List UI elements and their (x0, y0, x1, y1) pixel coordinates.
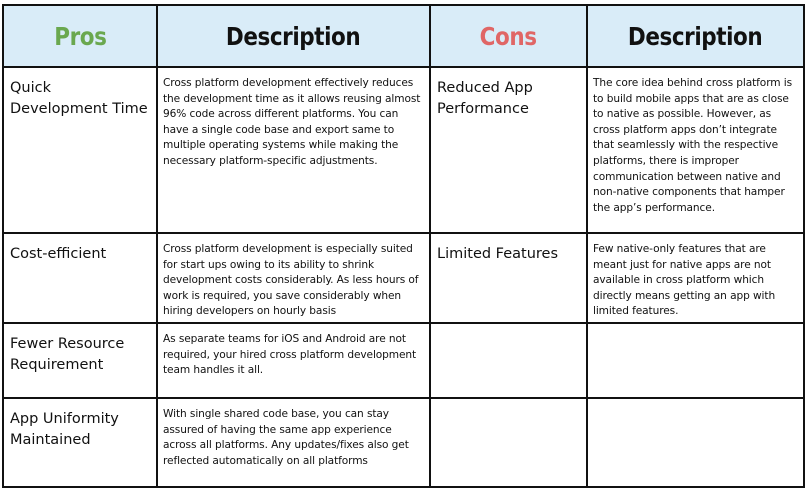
header-pros (4, 6, 158, 68)
pro-description: With single shared code base, you can stay assured of having the same app experience across all platforms. Any updates/fixes also get reflected automatically on all platforms (158, 399, 431, 486)
header-row (4, 6, 803, 68)
pro-label: Fewer Resource Requirement (4, 324, 158, 399)
header-cons (431, 6, 588, 68)
pro-description: Cross platform development is especially suited for start ups owing to its ability to shrink development costs considerably. As less hours of work is required, you save considerably when hiring developers on hourly basis (158, 234, 431, 324)
con-label: Reduced App Performance (431, 68, 588, 234)
header-pros-description-label: Description (226, 21, 361, 51)
header-pros-description (158, 6, 431, 68)
con-description (588, 399, 803, 486)
con-description: The core idea behind cross platform is to build mobile apps that are as close to native as possible. However, as cross platform apps don’t integrate that seamlessly with the respective platforms, there is improper communication between native and non-native components that hamper the app’s performance. (588, 68, 803, 234)
con-label (431, 324, 588, 399)
con-description (588, 324, 803, 399)
table-row (4, 68, 803, 234)
pro-label: Cost-efficient (4, 234, 158, 324)
table-row (4, 234, 803, 324)
header-pros-label: Pros (53, 21, 107, 51)
header-cons-description (588, 6, 803, 68)
header-cons-label: Cons (480, 21, 537, 51)
header-cons-description-label: Description (628, 21, 763, 51)
pros-cons-table (2, 4, 805, 488)
table-row (4, 324, 803, 399)
pro-description: As separate teams for iOS and Android are not required, your hired cross platform development team handles it all. (158, 324, 431, 399)
pro-label: App Uniformity Maintained (4, 399, 158, 486)
con-label: Limited Features (431, 234, 588, 324)
con-label (431, 399, 588, 486)
table-row (4, 399, 803, 486)
pro-description: Cross platform development effectively reduces the development time as it allows reusing almost 96% code across different platforms. You can have a single code base and export same to multiple operating systems while making the necessary platform-specific adjustments. (158, 68, 431, 234)
con-description: Few native-only features that are meant just for native apps are not available in cross platform which directly means getting an app with limited features. (588, 234, 803, 324)
pro-label: Quick Development Time (4, 68, 158, 234)
